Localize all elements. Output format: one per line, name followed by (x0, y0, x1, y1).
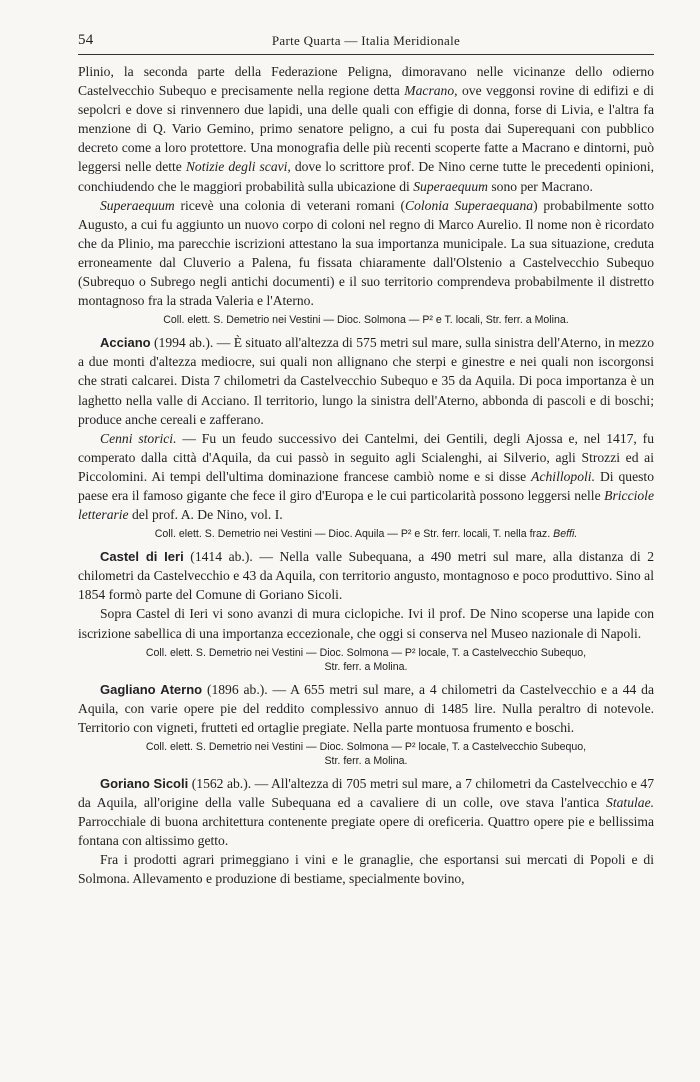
entry-gagliano-aterno: Gagliano Aterno (1896 ab.). — A 655 metri sul mare, a 4 chilometri da Castelvecchio e a 44 da Aquila, con varie opere pie del reddito complessivo annuo di 1485 lire. Nulla peraltro di notevole. Territorio con vigneti, frutteti ed ortaglie pregiate. Nella parte montuosa frumento e boschi. (78, 681, 654, 735)
entry-goriano-sicoli: Goriano Sicoli (1562 ab.). — All'altezza di 705 metri sul mare, a 7 chilometri da Castelvecchio e 47 da Aquila, all'origine della valle Subequana ed a cavaliere di un colle, ove stava l'antica Statulae. Parrocchiale di buona architettura contenente pregiate opere di oreficeria. Quattro opere pie e bellissima fontana con altissimo getto. (78, 775, 655, 849)
entry-castel-di-ieri-para2: Sopra Castel di Ieri vi sono avanzi di mura ciclopiche. Ivi il prof. De Nino scoperse una lapide con iscrizione sabellica di una importanza eccezionale, che oggi si conserva nel Museo nazionale di Napoli. (78, 606, 654, 641)
entry-acciano: Acciano (1994 ab.). — È situato all'altezza di 575 metri sul mare, sulla sinistra dell'Aterno, in mezzo a due monti d'altezza mediocre, sui quali non allignano che sterpi e ginestre e nei quali non iscorgonsi che strati calcarei. Dista 7 chilometri da Castelvecchio Subequo e 35 da Aquila. Di poca importanza è un laghetto nella valle di Acciano. Il territorio, lungo la sinistra dell'Aterno, abbonda di pascoli e di boschi; produce anche cereali e zafferano. (78, 335, 654, 427)
intro-paragraph-2: Superaequum ricevè una colonia di veterani romani (Colonia Superaequana) probabilmente sotto Augusto, a cui fu aggiunto un nuovo corpo di coloni nel regno di Marco Aurelio. Il nome non è ricordato che da Plinio, ma parecchie iscrizioni attestano la sua importanza municipale. La sua situazione, creduta erroneamente dal Cluverio a Palena, fu fissata chiaramente dall'Olstenio a Castelvecchio Subequo (Subrequo o Subrego negli antichi documenti) e il suo territorio comprendeva probabilmente il distretto montagnoso fra la strada Valeria e l'Aterno. (78, 197, 654, 309)
entry-acciano-info: Coll. elett. S. Demetrio nei Vestini — Dioc. Aquila — P² e Str. ferr. locali, T. nella fraz. Beffi. (154, 528, 578, 541)
page-header (78, 32, 654, 50)
running-title: Parte Quarta — Italia Meridionale (271, 33, 461, 48)
entry-castel-di-ieri: Castel di Ieri (1414 ab.). — Nella valle Subequana, a 490 metri sul mare, alla distanza di 2 chilometri da Castelvecchio e 43 da Aquila, con territorio angusto, montagnoso e poco produttivo. Sino al 1854 formò parte del Comune di Goriano Sicoli. (78, 549, 654, 603)
entry-title: Goriano Sicoli (100, 775, 189, 791)
intro-paragraph-1: Plinio, la seconda parte della Federazione Peligna, dimoravano nelle vicinanze dello odierno Castelvecchio Subequo e precisamente nella regione detta Macrano, ove veggonsi rovine di edifizi e di sepolcri e dove si rinvennero due lapidi, una delle quali con effigie di donna, forse di Livia, e l'altra fa menzione di Q. Vario Gemino, primo senatore peligno, a cui fu posta dai Superequani con pubblico decreto come a loro protettore. Una monografia delle più recenti scoperte fatte a Macrano e dintorni, può leggersi nelle dette Notizie degli scavi, dove lo scrittore prof. De Nino cerne tutte le precedenti opinioni, conchiudendo che le maggiori probabilità sulla ubicazione di Superaequum sono per Macrano. (78, 64, 655, 194)
entry-title: Gagliano Aterno (100, 681, 203, 697)
entry-title: Castel di Ieri (100, 549, 184, 565)
page-number: 54 (78, 32, 94, 48)
page-body (78, 62, 654, 888)
entry-goriano-sicoli-para2: Fra i prodotti agrari primeggiano i vini e le granaglie, che esportansi sui mercati di Popoli e di Solmona. Allevamento e produzione di bestiame, specialmente bovino, (78, 852, 654, 887)
header-rule (78, 54, 654, 55)
intro-info-line: Coll. elett. S. Demetrio nei Vestini — Dioc. Solmona — P² e T. locali, Str. ferr. a Molina. (163, 314, 569, 327)
entry-acciano-history: Cenni storici. — Fu un feudo successivo dei Cantelmi, dei Gentili, degli Ajossa e, nel 1417, fu comperato dalla città d'Aquila, da cui passò in seguito agli Scialenghi, ai Silverio, agli Strozzi ed ai Piccolomini. Ai tempi dell'ultima dominazione francese cambiò nome e si disse Achillopoli. Di questo paese era il famoso gigante che fece il giro d'Europa e le cui particolarità possono leggersi nelle Bricciole letterarie del prof. A. De Nino, vol. I. (78, 430, 654, 523)
entry-title: Acciano (100, 335, 151, 351)
entry-gagliano-aterno-info: Coll. elett. S. Demetrio nei Vestini — Dioc. Solmona — P² locale, T. a Castelvecchio Subequo, Str. ferr. a Molina. (145, 740, 587, 767)
entry-castel-di-ieri-info: Coll. elett. S. Demetrio nei Vestini — Dioc. Solmona — P² locale, T. a Castelvecchio Subequo, Str. ferr. a Molina. (145, 646, 587, 673)
